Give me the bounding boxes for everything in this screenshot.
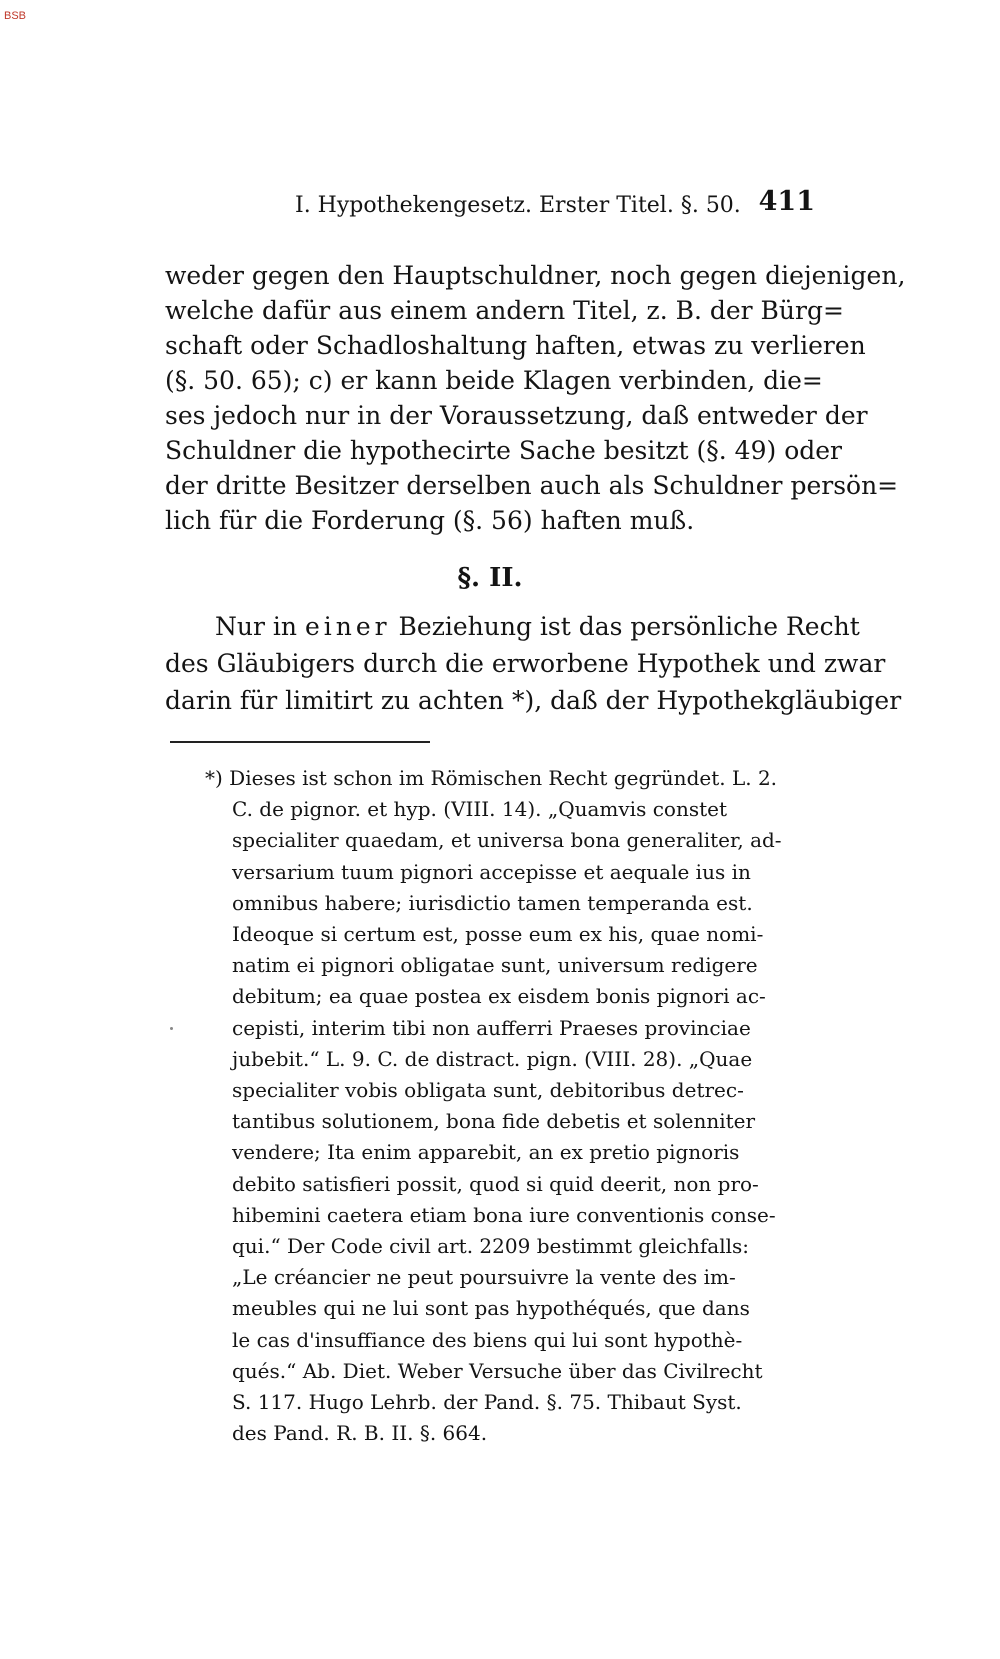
paragraph-line: darin für limitirt zu achten *), daß der Hypothekgläubiger (165, 686, 902, 715)
footnote-line: Ideoque si certum est, posse eum ex his, quae nomi- (232, 922, 764, 947)
footnote-line: hibemini caetera etiam bona iure conventionis conse- (232, 1202, 776, 1227)
margin-speck (170, 1027, 173, 1030)
footnote-line: jubebit.“ L. 9. C. de distract. pign. (VIII. 28). „Quae (232, 1046, 753, 1071)
body-line: Schuldner die hypothecirte Sache besitzt (§. 49) oder (165, 436, 842, 465)
running-title: I. Hypothekengesetz. Erster Titel. §. 50. (295, 193, 741, 218)
footnote-line: des Pand. R. B. II. §. 664. (232, 1421, 488, 1446)
page-number: 411 (758, 186, 815, 217)
body-line: schaft oder Schadloshaltung haften, etwas zu verlieren (165, 331, 866, 360)
footnote-line: „Le créancier ne peut poursuivre la vente des im- (232, 1265, 736, 1290)
body-line: welche dafür aus einem andern Titel, z. B. der Bürg= (165, 296, 844, 325)
body-line: ses jedoch nur in der Voraussetzung, daß entweder der (165, 401, 868, 430)
footnote-line: debito satisfieri possit, quod si quid deerit, non pro- (232, 1171, 759, 1196)
footnote-line: natim ei pignori obligatae sunt, universum redigere (232, 953, 758, 978)
footnote-line: meubles qui ne lui sont pas hypothéqués, que dans (232, 1296, 750, 1321)
footnote-line: cepisti, interim tibi non aufferri Praeses provinciae (232, 1015, 751, 1040)
footnote-line: debitum; ea quae postea ex eisdem bonis pignori ac- (232, 984, 766, 1009)
footnote-line: specialiter vobis obligata sunt, debitoribus detrec- (232, 1078, 744, 1103)
paragraph-line (165, 608, 860, 645)
body-paragraph (165, 258, 906, 538)
body-line: (§. 50. 65); c) er kann beide Klagen verbinden, die= (165, 366, 823, 395)
footnote-line: versarium tuum pignori accepisse et aequale ius in (232, 859, 751, 884)
footnote-line: C. de pignor. et hyp. (VIII. 14). „Quamvis constet (232, 797, 727, 822)
footnote-line: qués.“ Ab. Diet. Weber Versuche über das Civilrecht (232, 1358, 763, 1383)
paragraph-text: Beziehung ist das persönliche Recht (398, 612, 860, 641)
section-heading: §. II. (457, 563, 523, 593)
paragraph-text: Nur in (215, 612, 297, 641)
footnote-line: *) Dieses ist schon im Römischen Recht gegründet. L. 2. (205, 766, 778, 790)
footnote-line: vendere; Ita enim apparebit, an ex pretio pignoris (232, 1140, 740, 1165)
section-paragraph (165, 608, 902, 719)
paragraph-line: des Gläubigers durch die erworbene Hypothek und zwar (165, 649, 886, 678)
footnote-line: specialiter quaedam, et universa bona generaliter, ad- (232, 828, 782, 853)
footnote (205, 763, 815, 1449)
footnote-line: qui.“ Der Code civil art. 2209 bestimmt gleichfalls: (232, 1234, 749, 1259)
emphasized-word: einer (304, 612, 391, 641)
body-line: weder gegen den Hauptschuldner, noch gegen diejenigen, (165, 261, 906, 290)
footnote-line: le cas d'insuffiance des biens qui lui sont hypothè- (232, 1327, 743, 1352)
library-watermark: BSB (4, 10, 27, 22)
footnote-separator (170, 741, 430, 743)
footnote-line: tantibus solutionem, bona fide debetis et solenniter (232, 1109, 756, 1134)
footnote-line: S. 117. Hugo Lehrb. der Pand. §. 75. Thibaut Syst. (232, 1390, 742, 1415)
footnote-line: omnibus habere; iurisdictio tamen temperanda est. (232, 890, 753, 915)
body-line: der dritte Besitzer derselben auch als Schuldner persön= (165, 471, 899, 500)
body-line: lich für die Forderung (§. 56) haften muß. (165, 506, 695, 535)
